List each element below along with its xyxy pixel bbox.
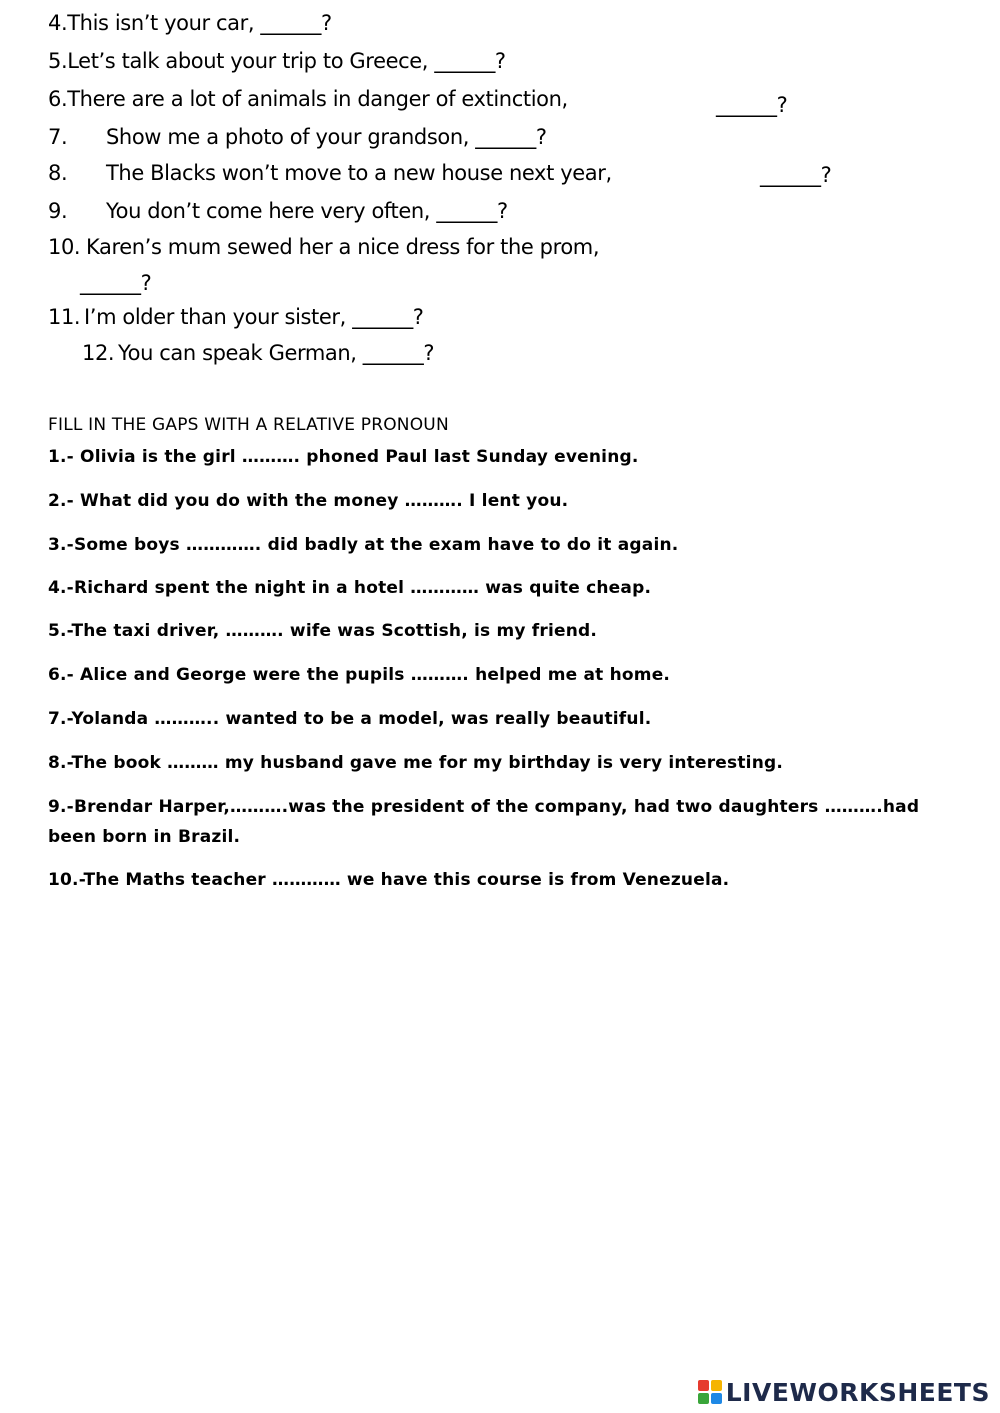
question-text: This isn’t your car, ______?	[67, 11, 332, 35]
tag-question-7	[48, 122, 547, 152]
question-text: I’m older than your sister, ______?	[84, 305, 424, 329]
question-text: You don’t come here very often, ______?	[106, 199, 508, 223]
question-number: 11.	[48, 305, 81, 329]
question-number: 9.	[48, 199, 68, 223]
question-number: 8.	[48, 161, 68, 185]
question-number: 12.	[82, 341, 115, 365]
exercise-item: 5.-The taxi driver, ………. wife was Scottish, is my friend.	[48, 621, 598, 641]
tag-question-5	[48, 46, 506, 76]
question-text: Let’s talk about your trip to Greece, ______?	[67, 49, 506, 73]
exercise-item: 1.- Olivia is the girl ………. phoned Paul last Sunday evening.	[48, 447, 639, 467]
question-text: Karen’s mum sewed her a nice dress for the prom,	[86, 235, 600, 259]
answer-blank: ______?	[760, 163, 832, 187]
tag-question-8	[48, 158, 612, 188]
exercise-item: 7.-Yolanda ……….. wanted to be a model, was really beautiful.	[48, 709, 652, 729]
question-number: 10.	[48, 235, 81, 259]
brand-name: LIVEWORKSHEETS	[725, 1377, 990, 1407]
exercise-item: 6.- Alice and George were the pupils ………. helped me at home.	[48, 665, 671, 685]
tag-question-4	[48, 8, 332, 38]
exercise-item: 9.-Brendar Harper,……….was the president of the company, had two daughters ……….had been born in Brazil.	[48, 797, 920, 847]
tag-question-10	[48, 232, 599, 262]
liveworksheets-brand[interactable]	[698, 1377, 990, 1407]
question-text: You can speak German, ______?	[118, 341, 435, 365]
liveworksheets-logo-icon	[698, 1380, 722, 1404]
question-text: The Blacks won’t move to a new house next year,	[106, 161, 612, 185]
question-number: 5.	[48, 49, 68, 73]
answer-blank: ______?	[80, 271, 152, 295]
tag-question-12	[82, 338, 434, 368]
tag-question-6	[48, 84, 568, 114]
section-title: FILL IN THE GAPS WITH A RELATIVE PRONOUN	[48, 415, 449, 435]
tag-question-11	[48, 302, 424, 332]
question-number: 7.	[48, 125, 68, 149]
exercise-item: 8.-The book ……… my husband gave me for my birthday is very interesting.	[48, 753, 784, 773]
question-text: There are a lot of animals in danger of extinction,	[67, 87, 568, 111]
question-text: Show me a photo of your grandson, ______?	[106, 125, 547, 149]
question-number: 6.	[48, 87, 68, 111]
exercise-item: 3.-Some boys …………. did badly at the exam have to do it again.	[48, 535, 679, 555]
tag-question-9	[48, 196, 508, 226]
exercise-item: 2.- What did you do with the money ………. I lent you.	[48, 491, 569, 511]
answer-blank: ______?	[716, 93, 788, 117]
exercise-item: 10.-The Maths teacher ………… we have this course is from Venezuela.	[48, 870, 730, 890]
exercise-item: 4.-Richard spent the night in a hotel ………… was quite cheap.	[48, 578, 652, 598]
question-number: 4.	[48, 11, 68, 35]
